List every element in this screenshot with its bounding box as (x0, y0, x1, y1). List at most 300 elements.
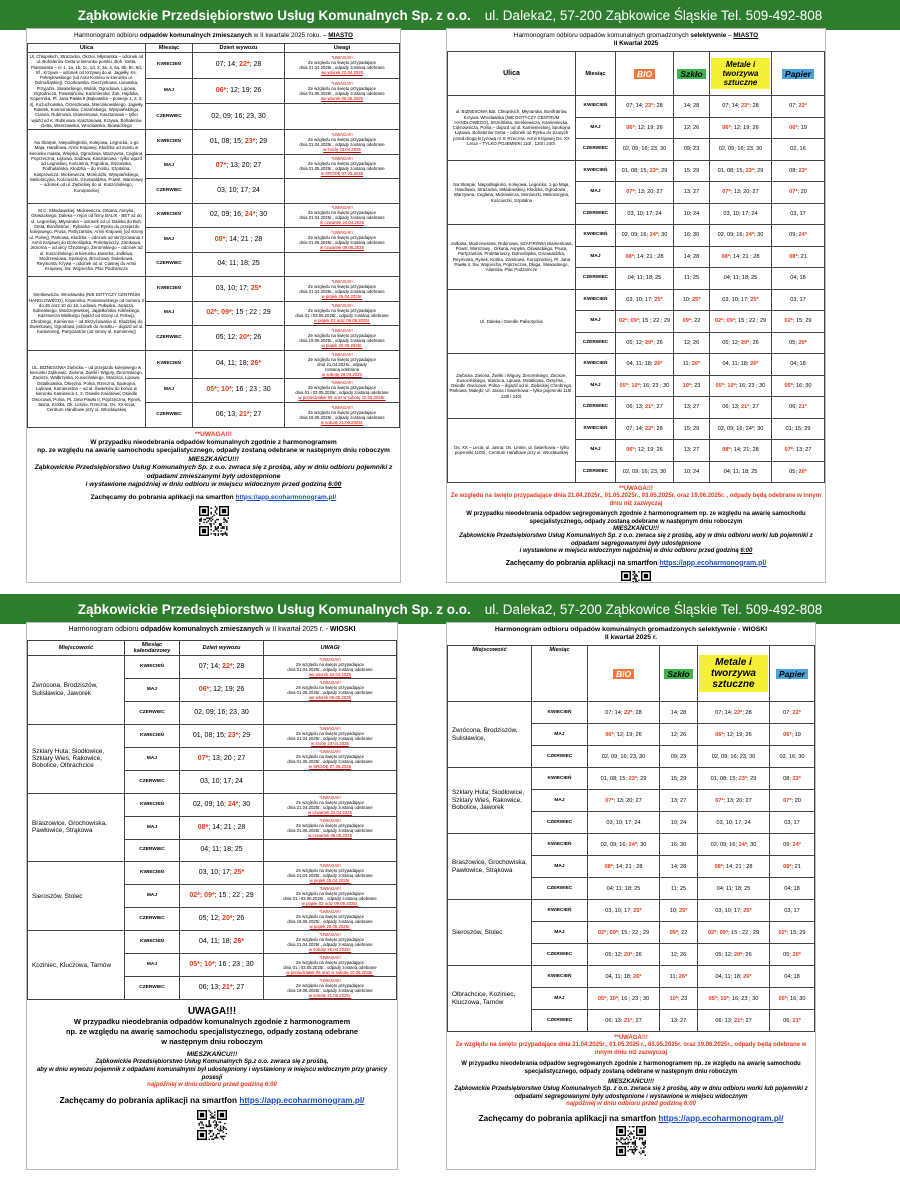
locality-name: Braszowice, Grochowiska, Pawłowice, Strąkowa (28, 793, 125, 862)
date-cell (710, 289, 772, 311)
date-text: ; 13; 27 (792, 447, 812, 454)
date-text: ; 15 ; 22 ; 29 (214, 892, 254, 900)
shifted-date: 06* (715, 731, 724, 738)
remark-line: *UWAGA!!! (331, 131, 353, 137)
date-text: ; 16; 30 (786, 995, 806, 1002)
remark-line: *UWAGA!!! (331, 205, 353, 211)
date-cell (616, 311, 674, 333)
date-text: 12; 26 (683, 124, 700, 131)
remark-line: Ze względu na święto przypadające (295, 730, 365, 736)
month-label: KWIECIEŃ (146, 130, 193, 155)
col-header-paper (770, 646, 815, 702)
remark-line: w środę 23.04.2025 (311, 740, 349, 746)
shifted-date: 02*; 09* (189, 892, 215, 900)
shifted-date: 21* (798, 404, 807, 411)
date-cell (616, 397, 674, 419)
date-text: 16; 30 (683, 232, 700, 239)
date-cell (772, 117, 825, 139)
month-label: MAJ (125, 747, 180, 770)
shifted-date: 20* (740, 339, 750, 346)
date-text: 13; 27 (683, 189, 700, 196)
remark-cell (264, 839, 397, 862)
shifted-date: 05*; 10* (715, 382, 736, 389)
schedule-table (27, 640, 397, 1000)
street-list: M.C. Skłodowskiej, Mickiewicza, Orkana, Asnyka, Głowackiego, Daleka – rejon od firmy BALIK - BET aż do ul. Legnickiej, Młynarska – odcinek od ul. Daleka do Boh. Getta, Bonifratrów , Rybacka – od Rynku do przejazdu kolejowego, Prusa, Partyzantów, Armii Krajowej (od strony ul. Polnej), Parkowa, Kłodzka – odcinek od skrzyżowania z Armii Krajowej do Dolnośląska, Proletariuszy, Zamkowa, Jeziorna – od ulicy Chrobrego, Żeromskiego – odcinek od ul. Kuszcińskiego w kierunku Jaworka, Jodłowa, Modrzewiowa, Spokojna, Brzozowa, Świerkowa, Reymonta, Krywa – odcinek od ul. Ciasnej do Armii Krajowej, Św. Wojciecha, Plac Podzamcze (28, 203, 146, 277)
date-cell (772, 160, 825, 182)
date-text: 03, 10; 17; 24 (606, 819, 641, 826)
shifted-date: 08* (214, 235, 226, 243)
date-text: 03, 17 (784, 819, 800, 826)
date-cell (698, 768, 770, 790)
company-address: ul. Daleka2, 57-200 Ząbkowice Śląskie Tel. 509-492-808 (484, 7, 823, 23)
shifted-date: 06* (626, 124, 635, 131)
date-text: 03, 10; 17; (715, 907, 744, 914)
date-text: 01, 08; 15; (192, 731, 228, 739)
month-label: CZERWIEC (576, 268, 616, 290)
date-cell (698, 988, 770, 1010)
date-cell (616, 332, 674, 354)
shifted-date: 05* (778, 995, 787, 1002)
date-cell (660, 900, 698, 922)
date-text: 02, 09; 16; 23, 30 (622, 146, 667, 153)
date-cell (772, 375, 825, 397)
date-text: 01; 15; 29 (785, 425, 811, 432)
shifted-date: 07* (784, 447, 793, 454)
date-text: ; 15 ; 22 ; 29 (728, 929, 760, 936)
date-cell (616, 117, 674, 139)
shifted-date: 07* (789, 189, 798, 196)
date-text: 09; 23 (670, 753, 687, 760)
month-label: MAJ (576, 375, 616, 397)
shifted-date: 22* (239, 61, 250, 69)
date-cell (698, 856, 770, 878)
remark-line: Ze względu na święto przypadające (307, 283, 377, 289)
date-cell (710, 117, 772, 139)
shifted-date: 08* (783, 863, 792, 870)
month-label: CZERWIEC (125, 839, 180, 862)
date-cell (616, 268, 674, 290)
shifted-date: 25* (233, 869, 245, 877)
date-text: ; 14; 21 ; 28 (225, 235, 263, 243)
table-row (448, 354, 825, 376)
shifted-date: 21* (792, 1017, 801, 1024)
date-text: ; 12; 19; 26 (634, 447, 663, 454)
app-link[interactable]: https://app.ecoharmonogram.pl/ (659, 559, 767, 567)
remark-line: dnia 21.04.2025r., odpady zostaną odebrane (299, 141, 385, 147)
note-line: i wystawione najpóźniej w dniu odbioru w miejscu widocznym przed godziną (85, 481, 329, 489)
app-promo: Zachęcamy do pobrania aplikacji na smartfon (59, 1095, 240, 1105)
shifted-date: 07* (215, 162, 227, 170)
shifted-date: 07* (197, 754, 209, 762)
shifted-date: 20* (733, 951, 743, 958)
date-text: ; 20 (797, 189, 807, 196)
shifted-date: 10* (669, 995, 679, 1002)
remark-cell (264, 747, 397, 770)
date-cell (770, 768, 815, 790)
shifted-date: 22* (733, 709, 743, 716)
date-text: 12; 26 (670, 731, 687, 738)
date-text: ; 15; 29 (786, 929, 806, 936)
title-text: w II kwartał 2025 r. - (263, 626, 330, 633)
app-link[interactable]: https://app.ecoharmonogram.pl/ (658, 1113, 784, 1123)
date-cell (770, 1010, 815, 1032)
date-cell (770, 834, 815, 856)
remark-cell (285, 130, 400, 155)
date-text: 02, 09; 16; 24*; 30 (717, 425, 764, 432)
street-list: Na Skarpie, Niepodległości, Kolejowa, Legnicka, 1-go Maja, Handlowa, Armii Krajowej, Kłodzka od mostu w kierunku miasta, Wiejska, Ogrodowa, Warzywna, Ceglana, Poprzeczna, Łąkowa, Sadowa, Kasztanowa - tylko wjazd od Legnickiej, Kościelna, Pogodna, Ślęzańska, Podhalańska, Kłodzka – do mostu, Szpitalna, Kasprowicza, Mickiewicza, Moniuszki, Wyspiańskiego, Melioracyjna, Kościuszki, Grunwaldzka, Powst. Warszawy – odcinek od ul. Ziębickiej do ul. Kuszcińskiego, Konopnickiej (28, 130, 146, 204)
date-cell (772, 139, 825, 161)
note-line: i wystawione w miejscu widocznym najpóźniej w dniu odbioru przed godziną (519, 548, 741, 555)
remark-line: w sobotę 26.04.2025 (322, 371, 362, 377)
date-cell (770, 944, 815, 966)
col-header: Miesiąc (146, 44, 193, 53)
metal-label: Metale i tworzywa sztuczne (699, 655, 768, 692)
remark-cell (264, 954, 397, 977)
remark-line: Ze względu na święto przypadające (295, 914, 365, 920)
date-text: ; 29 (637, 775, 647, 782)
date-cell (698, 878, 770, 900)
date-cell (616, 289, 674, 311)
month-label: KWIECIEŃ (532, 834, 588, 856)
remark-line: Ze względu na święto przypadające (307, 86, 377, 92)
date-cell (770, 790, 815, 812)
remark-line: dnia 19.06.2025r., odpady zostaną odebrane (299, 337, 385, 343)
remark-line: dnia 19.06.2025r., odpady zostaną odebrane (299, 414, 385, 420)
title-city: MIASTO (733, 32, 759, 39)
date-text: ; 23 (678, 995, 688, 1002)
remark-line: *UWAGA!!! (319, 863, 341, 869)
month-label: CZERWIEC (576, 397, 616, 419)
date-cell (588, 724, 660, 746)
app-link[interactable]: https://app.ecoharmonogram.pl/ (239, 1095, 365, 1105)
note-line: W przypadku nieodebrania odpadów segregowanych zgodnie z harmonogramem np. ze względu na awarię samochodu specjalistycznego, odpady zostaną odebrane w następnym dniu roboczym (466, 511, 806, 525)
note-time: 6:00 (328, 481, 342, 489)
remark-line: Ze względu na święto przypadające (295, 868, 365, 874)
date-cell (698, 724, 770, 746)
remark-line: we wtorek 06.05.2025 (320, 96, 364, 102)
date-cell (193, 130, 285, 155)
shifted-date: 02*; 09* (597, 929, 619, 936)
date-cell (180, 839, 264, 862)
month-label: CZERWIEC (125, 770, 180, 793)
title-text: Harmonogram odbioru odpadów komunalnych gromadzonych (513, 32, 691, 39)
app-link[interactable]: https://app.ecoharmonogram.pl/ (235, 493, 337, 501)
date-text: ; 30 (754, 232, 764, 239)
shifted-date: 07* (626, 189, 635, 196)
shifted-date: 02*; 09* (206, 309, 232, 317)
date-text: ; 26 (632, 951, 642, 958)
table-row (28, 203, 400, 228)
shifted-date: 24* (227, 800, 239, 808)
date-cell (710, 203, 772, 225)
date-text: ; 12; 19; 26 (723, 731, 752, 738)
month-label: CZERWIEC (125, 702, 180, 725)
shifted-date: 26* (233, 938, 245, 946)
locality-name: Zwrócona, Brodziszów, Sulisławice, Jaworek (28, 656, 125, 725)
shifted-date: 23* (649, 167, 659, 174)
date-cell (674, 96, 710, 118)
date-cell (616, 440, 674, 462)
remark-line: dnia 21.04.2025r., odpady zostaną odebrane (287, 942, 373, 948)
date-text: 06; 13; (626, 404, 645, 411)
remark-line: *UWAGA!!! (319, 909, 341, 915)
date-text: ; 14; 21 ; 28 (208, 823, 246, 831)
remark-cell (285, 154, 400, 179)
remark-line: *UWAGA!!! (331, 404, 353, 410)
date-cell (180, 862, 264, 885)
month-label: CZERWIEC (532, 746, 588, 768)
date-text: ; 13; 20; 27 (634, 189, 663, 196)
date-cell (710, 440, 772, 462)
date-text: 15; 29 (670, 775, 687, 782)
date-text: ; 27 (632, 1017, 642, 1024)
remark-line: *UWAGA!!! (319, 978, 341, 984)
date-cell (660, 856, 698, 878)
remark-cell (285, 104, 400, 130)
col-header: Dzień wywozu (180, 641, 264, 656)
date-text: 06; (783, 1017, 793, 1024)
date-text: 10; 24 (683, 210, 700, 217)
date-text: ; 22 (678, 929, 688, 936)
month-label: KWIECIEŃ (576, 354, 616, 376)
date-text: ; 16 ; 23 ; 30 (618, 995, 650, 1002)
month-label: MAJ (576, 311, 616, 333)
date-text: 04, 11; 18; (198, 938, 234, 946)
note-line: Ze względu na święto przypadające dnia 21.04.2025r., 01.05.2025r., 03.05.2025r. oraz 19.06.2025r. , odpady będą odebrane w innym dniu niż zazwyczaj (450, 493, 822, 507)
warning-title: **UWAGA!!! (195, 430, 232, 438)
shifted-date: 24* (798, 232, 807, 239)
date-cell (660, 812, 698, 834)
remark-line: Ze względu na święto przypadające (307, 234, 377, 240)
date-cell (772, 268, 825, 290)
date-text: ; 27 (232, 984, 245, 992)
remark-line: *UWAGA!!! (331, 303, 353, 309)
date-text: 14; 28 (683, 103, 700, 110)
col-header-glass (660, 646, 698, 702)
date-cell (616, 182, 674, 204)
date-text: 04; 11; 18; 25 (716, 885, 751, 892)
bio-label: BIO (634, 69, 655, 79)
date-text: ; 30 (747, 841, 757, 848)
date-cell (588, 856, 660, 878)
date-text: 04; 11; 18; 25 (723, 468, 758, 475)
date-text: 03, 10; 17; (626, 296, 655, 303)
month-label: KWIECIEŃ (576, 225, 616, 247)
date-text: 04; 18 (790, 275, 806, 282)
col-header-metal (710, 52, 772, 96)
date-text: ; 20 (791, 797, 801, 804)
month-label: MAJ (576, 117, 616, 139)
table-row (28, 53, 400, 79)
date-cell (674, 440, 710, 462)
date-text: ; 28 (232, 663, 245, 670)
shifted-date: 06* (626, 447, 635, 454)
shifted-date: 23* (227, 731, 239, 739)
date-cell (710, 397, 772, 419)
title-city: MIASTO (328, 32, 354, 39)
month-label: KWIECIEŃ (125, 793, 180, 816)
date-cell (660, 944, 698, 966)
month-label: KWIECIEŃ (125, 931, 180, 954)
date-cell (674, 268, 710, 290)
shifted-date: 26* (750, 361, 759, 368)
month-label: CZERWIEC (532, 944, 588, 966)
month-label: MAJ (125, 885, 180, 908)
table-row (448, 289, 825, 311)
street-list: ul. BIZNESOWA Bat. Chłopskich, Młynarska, Bonifratrów, Krzywa, Wrocławska (NIE DOTYCZY CENTRUM HANDLOWEGO), Strzelińska, Sienkiewicza, Kamieniecka, Cukrownicza, Polna – dojazd od ul. Kamienieckiej, Spokojna Łąkowa, Bohaterów Getta – odcinek od Rynku do Szarych przed drogą krzyżową nr 8; Rzeczna; Armii Krajowej Os. XX Lecia – TYLKO POJEMNIKI 110l , 120l i 240l. (448, 96, 576, 161)
remark-line: *UWAGA!!! (331, 278, 353, 284)
date-text: 02, 16 (790, 146, 806, 153)
panel-title (27, 32, 400, 40)
shifted-date: 20* (792, 951, 801, 958)
remark-cell (285, 326, 400, 351)
shifted-date: 22* (623, 709, 633, 716)
month-label: CZERWIEC (146, 179, 193, 204)
remark-line: *UWAGA!!! (319, 794, 341, 800)
shifted-date: 02*; 09* (618, 318, 640, 325)
date-cell (772, 397, 825, 419)
col-header-bio (616, 52, 674, 96)
remark-line: w poniedziałek 05 oraz w sobotę 10.05.2025r. (286, 970, 374, 976)
date-text: 13; 27 (683, 447, 700, 454)
note-line: np. ze względu na awarię samochodu specjalistycznego, odpady zostaną odebrane (66, 1027, 358, 1037)
date-text: ; 13; 20; 27 (226, 162, 262, 170)
date-cell (772, 354, 825, 376)
date-cell (770, 856, 815, 878)
date-text: 10; 24 (683, 468, 700, 475)
schedule-table (27, 43, 400, 428)
col-header: Dzień wywozu (193, 44, 285, 53)
remark-line: Ze względu na święto przypadające (307, 409, 377, 415)
glass-label: Szkło (664, 669, 692, 679)
date-text: ; 16; 30 (792, 382, 812, 389)
shifted-date: 05*; 10* (619, 382, 640, 389)
date-cell (674, 397, 710, 419)
date-text: ; 13; 20 ; 27 (208, 754, 246, 762)
remark-cell (285, 403, 400, 428)
date-text: 07; (789, 103, 799, 110)
shifted-date: 06* (789, 124, 798, 131)
date-cell (698, 812, 770, 834)
month-label: CZERWIEC (146, 104, 193, 130)
month-label: CZERWIEC (576, 461, 616, 483)
date-text: ; 15 ; 22 ; 29 (231, 309, 271, 317)
date-text: 02, 09; 16; 23, 30 (622, 468, 667, 475)
date-cell (674, 418, 710, 440)
col-header: Ulica (448, 52, 576, 96)
remark-line: dnia 01.05.2025r., odpady zostaną odebrane (299, 91, 385, 97)
note-line: najpóźniej w dniu odbioru przed godziną 6:00 (566, 1101, 696, 1108)
residents-title: MIESZKAŃCU!!! (188, 455, 239, 463)
month-label: KWIECIEŃ (532, 966, 588, 988)
shifted-date: 22* (644, 425, 654, 432)
month-label: MAJ (532, 856, 588, 878)
date-text: ; 30 (658, 232, 668, 239)
date-text: ; 26 (232, 915, 245, 923)
shifted-date: 02*; 09* (707, 929, 729, 936)
date-text: 05; 12; (605, 951, 624, 958)
table-row (448, 418, 825, 440)
date-cell (770, 900, 815, 922)
date-cell (674, 461, 710, 483)
date-cell (660, 922, 698, 944)
shifted-date: 26* (633, 973, 642, 980)
date-text: 14; 28 (670, 863, 687, 870)
date-cell (660, 988, 698, 1010)
remark-line: *UWAGA!!! (331, 55, 353, 61)
date-cell (674, 289, 710, 311)
date-cell (193, 350, 285, 378)
month-label: KWIECIEŃ (532, 768, 588, 790)
date-text: 07; (783, 709, 793, 716)
remark-line: dnia 01.05.2025r., odpady zostaną odebrane (299, 239, 385, 245)
residents-title: MIESZKAŃCU!!! (613, 526, 659, 533)
date-cell (674, 354, 710, 376)
shifted-date: 26* (250, 360, 262, 368)
date-text: 03, 10; 17; 24 (200, 777, 243, 785)
shifted-date: 24* (792, 841, 801, 848)
date-text: 05; 12; (198, 915, 223, 923)
date-text: 02, 09; 16; 23, 30 (601, 753, 646, 760)
table-row (28, 862, 397, 885)
date-text: ; 30 (255, 211, 268, 219)
date-cell (616, 246, 674, 268)
date-cell (616, 225, 674, 247)
col-header: Ulica (28, 44, 146, 53)
date-text: ; 30 (637, 841, 647, 848)
date-cell (710, 461, 772, 483)
date-text: ; 28 (249, 61, 262, 69)
date-text: 02, 09; 16; 23, 30 (194, 708, 249, 716)
shifted-date: 07* (783, 797, 792, 804)
locality-name: Szklary Huta; Siodłowice, Szklary Wieś, Rakowice, Bobolice, Jaworek (448, 768, 532, 834)
date-cell (772, 96, 825, 118)
metal-label: Metale i tworzywa sztuczne (711, 58, 770, 89)
locality-name: Zwrócona, Brodziszów, Sulisławice, (448, 702, 532, 768)
shifted-date: 05*; 10* (597, 995, 619, 1002)
shifted-date: 07* (715, 797, 724, 804)
table-row (448, 160, 825, 182)
remark-cell (264, 862, 397, 885)
remark-line: Ze względu na święto przypadające (295, 983, 365, 989)
table-row (448, 96, 825, 118)
shifted-date: 24* (649, 232, 659, 239)
date-text: ; 13; 20; 27 (723, 797, 752, 804)
panel-title (447, 32, 825, 48)
date-text: 03, 10; 17; (605, 907, 634, 914)
shifted-date: 22* (222, 663, 233, 670)
date-text: 06; (789, 404, 799, 411)
date-text: 04, 11; 18; (605, 973, 634, 980)
shifted-date: 09* (669, 929, 679, 936)
title-text: w II kwartale 2025 roku. – (251, 32, 329, 39)
shifted-date: 26* (743, 973, 752, 980)
date-text: 02, 09; 16; (192, 800, 228, 808)
shifted-date: 02*; 09* (714, 318, 736, 325)
date-cell (674, 117, 710, 139)
date-text: ; 15; 29 (792, 318, 812, 325)
date-cell (180, 931, 264, 954)
remark-line: dnia 01.05.2025r., odpady zostaną odebrane (287, 827, 373, 833)
date-text: 15; 29 (683, 167, 700, 174)
date-text: 06; 13; (715, 1017, 734, 1024)
app-promo: Zachęcamy do pobrania aplikacji na smartfon (478, 1113, 659, 1123)
date-text: 01, 08; 15; (600, 775, 629, 782)
month-label: KWIECIEŃ (146, 350, 193, 378)
street-list: Ul. Chłopskich, Strażacka, Okrzei, Młynarska – odcinek od ul. Bohaterów Getta w kierunku pomku, Boh. Getta, Piastowska – nr 1, 1a, 1b, 1c, 1d, 2, 2a, 4, 6a, 8b, 8c, 8d, 8f , Krzywa – odcinek od Krzywej do ul. Jagiełły, Ks. Połetyłowskiego (od Auto Komisu w kierunku ul. Dolnośląskiej), Ozorkowska, Gierzynkowa, Lwowska, Przyjaźni, Słowackiego, Widok, Ogrodowa, Lipowa, Ogrodnicza, Powstańców, Kazimierska, Żuk, Hajduka, Kopernika, Pl. Jana Pawła II (Bąkowska – posesje 1, 2, 3, 4), Kożuchowska, Orzeszkowa, Marcinkowskiego, Jagiełły, Rokitek, Kosmonautów, Celarńskiego, Wyspiańskiego, Ciasna, Rubinowa, Diamentowa, Kasztanowa – tylko wjazd od K. Rubinowa, Kasztanowa, Krzywa, Bohaterów Getta, Warszawska, Wrocławska, Słowackiego (29, 54, 144, 128)
date-text: 04; 11; 18; 25 (200, 846, 243, 854)
remark-line: w piątek 25.04.2025r. (309, 878, 351, 884)
